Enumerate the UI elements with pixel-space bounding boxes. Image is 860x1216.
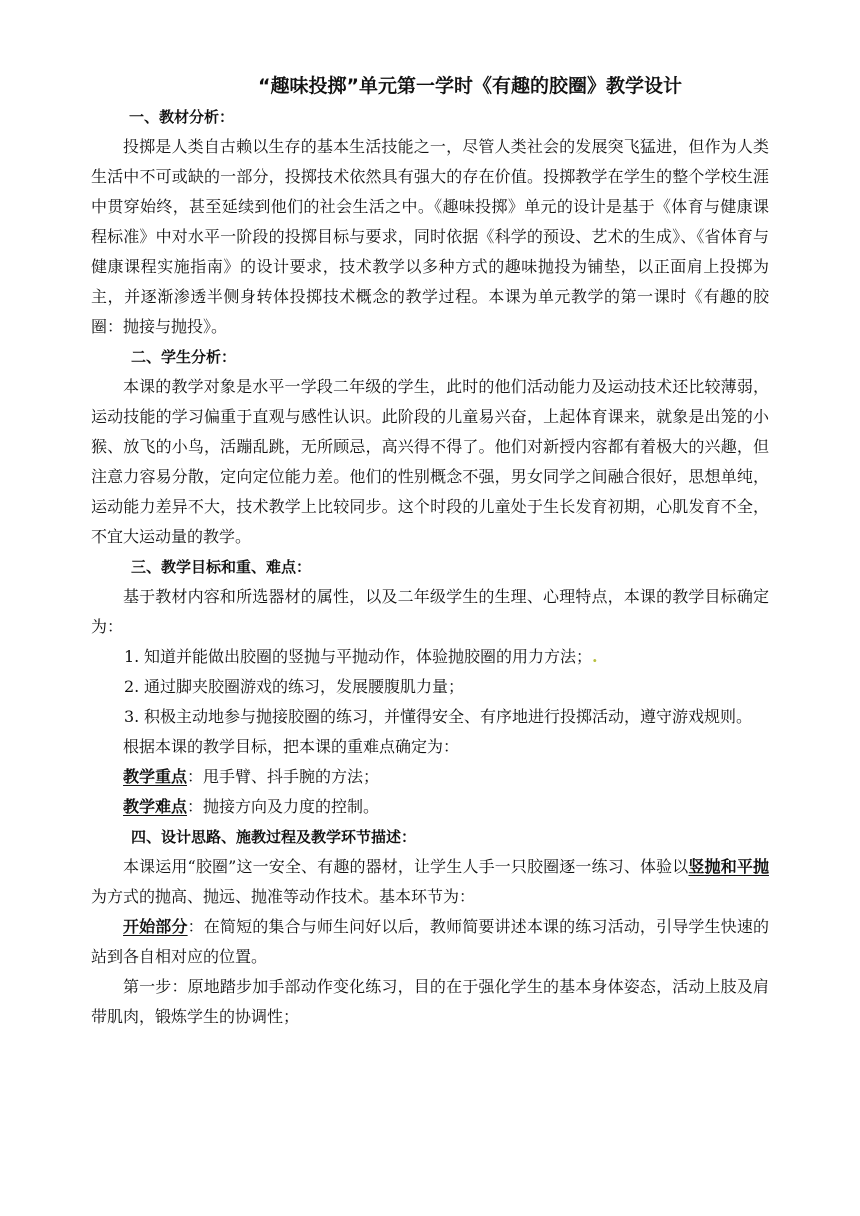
section-heading-students: 二、学生分析：: [131, 348, 237, 366]
step-one-paragraph: 第一步：原地踏步加手部动作变化练习，目的在于强化学生的基本身体姿态，活动上肢及肩带肌肉，锻炼学生的协调性；: [91, 977, 769, 1026]
key-point-line: [91, 762, 769, 792]
stray-mark: .: [592, 647, 598, 666]
goal-item-1: [91, 642, 769, 672]
design-text-after: 为方式的抛高、抛远、抛准等动作技术。基本环节为：: [91, 887, 476, 906]
section-heading-goals: 三、教学目标和重、难点：: [131, 558, 312, 576]
goal-number: 3.: [124, 707, 140, 726]
design-emphasis: 竖抛和平抛: [688, 857, 769, 876]
document-page: [91, 70, 769, 1032]
goal-text: 积极主动地参与抛接胶圈的练习，并懂得安全、有序地进行投掷活动，遵守游戏规则。: [144, 707, 753, 726]
document-title: “趣味投掷”单元第一学时《有趣的胶圈》教学设计: [258, 75, 682, 97]
goal-text: 知道并能做出胶圈的竖抛与平抛动作，体验抛胶圈的用力方法；: [144, 647, 593, 666]
start-section-text: ：在简短的集合与师生问好以后，教师简要讲述本课的练习活动，引导学生快速的站到各自相对应的位置。: [91, 917, 769, 966]
section-heading-materials: 一、教材分析：: [129, 108, 235, 126]
goals-list: [91, 642, 769, 732]
key-point-text: ：甩手臂、抖手腕的方法；: [187, 767, 380, 786]
goals-intro-paragraph: 基于教材内容和所选器材的属性，以及二年级学生的生理、心理特点，本课的教学目标确定为：: [91, 587, 769, 636]
start-section-paragraph: [91, 912, 769, 972]
key-points-intro: 根据本课的教学目标，把本课的重难点确定为：: [123, 737, 460, 756]
students-paragraph: 本课的教学对象是水平一学段二年级的学生，此时的他们活动能力及运动技术还比较薄弱，运动技能的学习偏重于直观与感性认识。此阶段的儿童易兴奋，上起体育课来，就象是出笼的小猴、放飞的小鸟，活蹦乱跳，无所顾忌，高兴得不得了。他们对新授内容都有着极大的兴趣，但注意力容易分散，定向定位能力差。他们的性别概念不强，男女同学之间融合很好，思想单纯，运动能力差异不大，技术教学上比较同步。这个时段的儿童处于生长发育初期，心肌发育不全，不宜大运动量的教学。: [91, 377, 769, 546]
difficulty-label: 教学难点: [123, 797, 188, 816]
goal-item-2: [91, 672, 769, 702]
key-point-label: 教学重点: [123, 767, 188, 786]
goal-text: 通过脚夹胶圈游戏的练习，发展腰腹肌力量；: [144, 677, 465, 696]
design-text-before: 本课运用“胶圈”这一安全、有趣的器材，让学生人手一只胶圈逐一练习、体验以: [123, 857, 689, 876]
start-section-label: 开始部分: [123, 917, 188, 936]
section-heading-design: 四、设计思路、施教过程及教学环节描述：: [131, 828, 417, 846]
goal-number: 2.: [124, 677, 140, 696]
design-paragraph: [91, 852, 769, 912]
materials-paragraph: 投掷是人类自古赖以生存的基本生活技能之一，尽管人类社会的发展突飞猛进，但作为人类生活中不可或缺的一部分，投掷技术依然具有强大的存在价值。投掷教学在学生的整个学校生涯中贯穿始终，甚至延续到他们的社会生活之中。《趣味投掷》单元的设计是基于《体育与健康课程标准》中对水平一阶段的投掷目标与要求，同时依据《科学的预设、艺术的生成》、《省体育与健康课程实施指南》的设计要求，技术教学以多种方式的趣味抛投为铺垫，以正面肩上投掷为主，并逐渐渗透半侧身转体投掷技术概念的教学过程。本课为单元教学的第一课时《有趣的胶圈：抛接与抛投》。: [91, 137, 769, 336]
goal-number: 1.: [124, 647, 140, 666]
difficulty-line: [91, 792, 769, 822]
goal-item-3: [91, 702, 769, 732]
difficulty-text: ：抛接方向及力度的控制。: [187, 797, 380, 816]
